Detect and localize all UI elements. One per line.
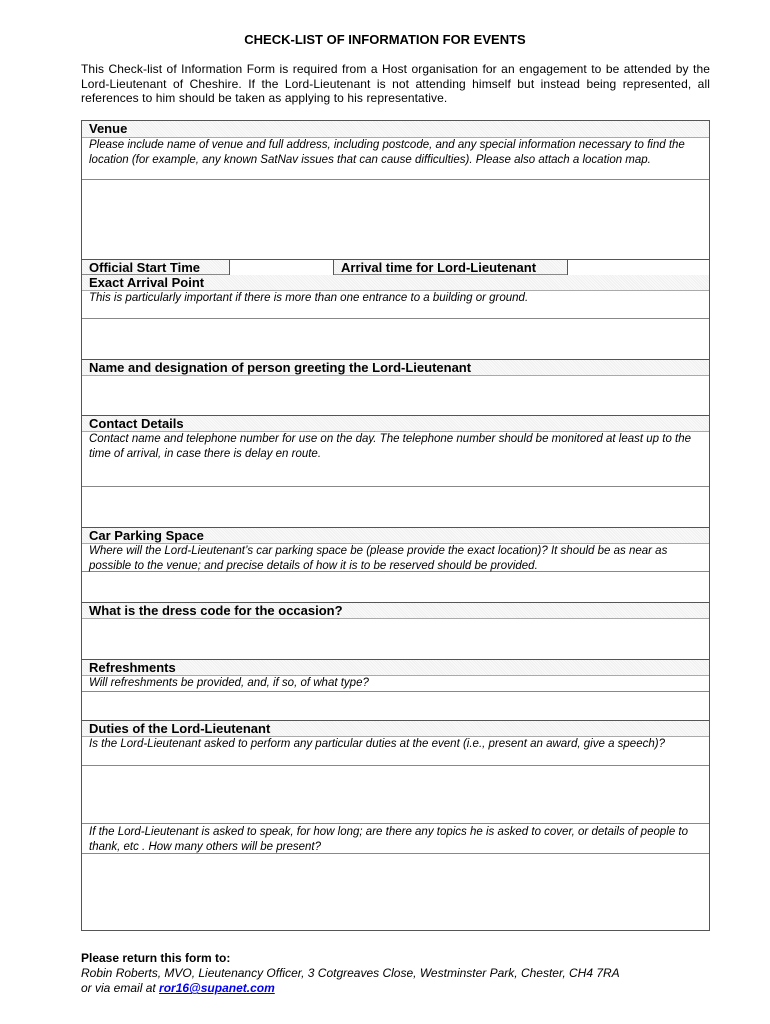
email-line bbox=[81, 981, 721, 996]
email-prefix: or via email at bbox=[81, 981, 160, 995]
greeter-answer-field[interactable] bbox=[82, 376, 709, 415]
arrival-time-field[interactable] bbox=[567, 260, 709, 275]
venue-note: Please include name of venue and full address, including postcode, and any special information necessary to find the location (for example, any known SatNav issues that can cause difficulties). Please also attach a location map. bbox=[82, 138, 709, 180]
return-address: Robin Roberts, MVO, Lieutenancy Officer, 3 Cotgreaves Close, Westminster Park, Chester, CH4 7RA bbox=[81, 966, 620, 980]
return-heading: Please return this form to: bbox=[81, 951, 231, 965]
arrival-time-label: Arrival time for Lord-Lieutenant bbox=[341, 260, 537, 275]
parking-answer-field[interactable] bbox=[82, 572, 709, 602]
refreshments-answer-field[interactable] bbox=[82, 692, 709, 720]
arrival-point-answer-field[interactable] bbox=[82, 319, 709, 359]
parking-heading: Car Parking Space bbox=[82, 527, 709, 544]
contact-note: Contact name and telephone number for use on the day. The telephone number should be monitored at least up to the time of arrival, in case there is delay en route. bbox=[82, 432, 709, 487]
speech-answer-field[interactable] bbox=[82, 854, 709, 930]
refreshments-heading: Refreshments bbox=[82, 659, 709, 676]
duties-answer-field[interactable] bbox=[82, 766, 709, 823]
checklist-form bbox=[81, 120, 710, 931]
venue-answer-field[interactable] bbox=[82, 180, 709, 259]
duties-note: Is the Lord-Lieutenant asked to perform any particular duties at the event (i.e., present an award, give a speech)? bbox=[82, 737, 709, 766]
dress-code-heading: What is the dress code for the occasion? bbox=[82, 602, 709, 619]
greeter-heading: Name and designation of person greeting the Lord-Lieutenant bbox=[82, 359, 709, 376]
refreshments-note: Will refreshments be provided, and, if so, of what type? bbox=[82, 676, 709, 692]
page-title: CHECK-LIST OF INFORMATION FOR EVENTS bbox=[244, 32, 526, 47]
arrival-point-note: This is particularly important if there is more than one entrance to a building or ground. bbox=[82, 291, 709, 319]
venue-heading: Venue bbox=[82, 121, 709, 138]
duties-heading: Duties of the Lord-Lieutenant bbox=[82, 720, 709, 737]
email-link[interactable]: ror16@supanet.com bbox=[159, 981, 275, 995]
speech-note: If the Lord-Lieutenant is asked to speak, for how long; are there any topics he is asked to cover, or details of people to thank, etc . How many others will be present? bbox=[82, 825, 709, 854]
times-row bbox=[82, 259, 709, 275]
contact-heading: Contact Details bbox=[82, 415, 709, 432]
divider bbox=[82, 823, 709, 824]
arrival-point-heading: Exact Arrival Point bbox=[82, 275, 709, 291]
start-time-label: Official Start Time bbox=[89, 260, 201, 275]
intro-paragraph: This Check-list of Information Form is required from a Host organisation for an engagement to be attended by the Lord-Lieutenant of Cheshire. If the Lord-Lieutenant is not attending himself but instead being represented, all references to him should be taken as applying to his representative. bbox=[81, 62, 710, 105]
return-instructions bbox=[81, 951, 721, 996]
start-time-field[interactable] bbox=[229, 260, 334, 275]
dress-code-answer-field[interactable] bbox=[82, 619, 709, 659]
parking-note: Where will the Lord-Lieutenant’s car parking space be (please provide the exact location)? It should be as near as possible to the venue; and precise details of how it is to be reserved should be provided. bbox=[82, 544, 709, 572]
contact-answer-field[interactable] bbox=[82, 487, 709, 527]
